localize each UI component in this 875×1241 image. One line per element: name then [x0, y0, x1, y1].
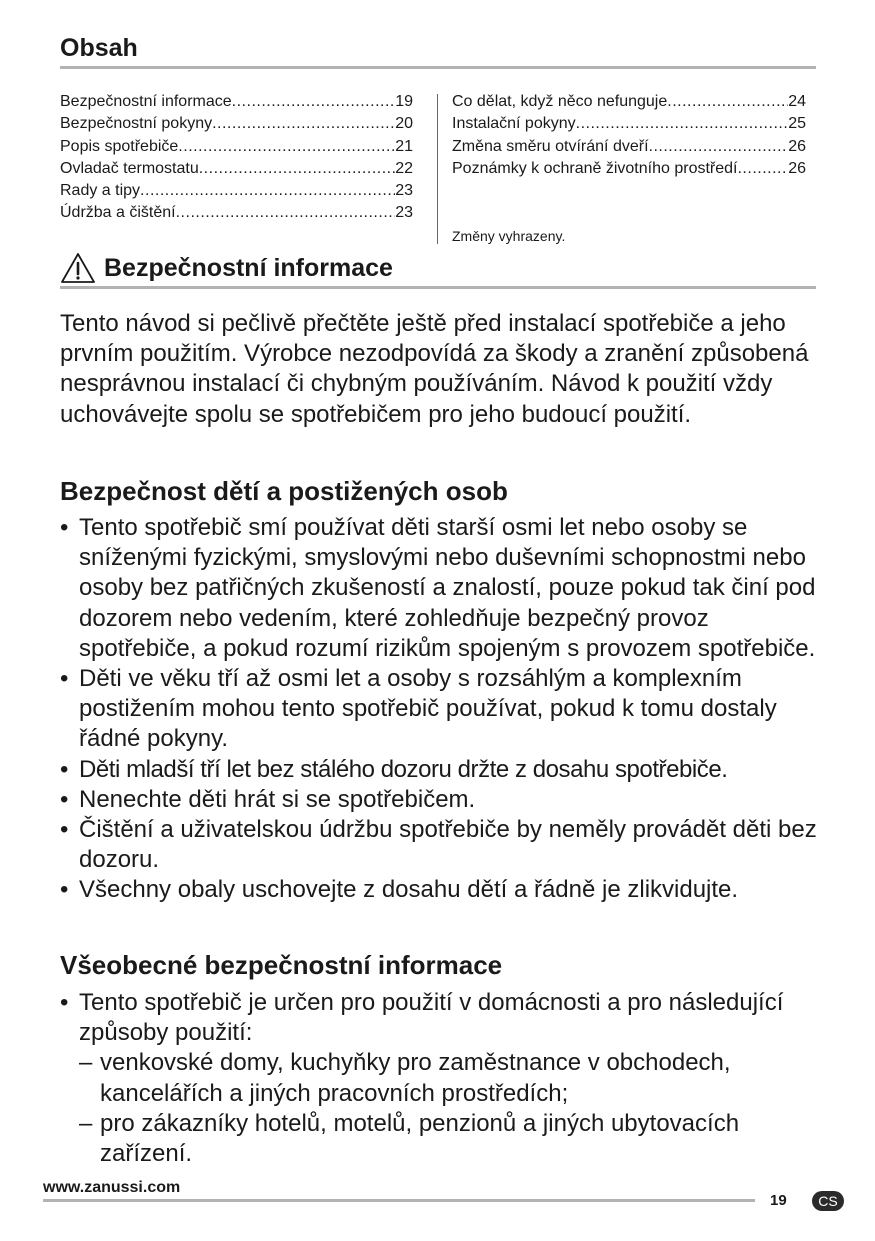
contents-heading: Obsah [60, 34, 138, 62]
column-divider [437, 94, 438, 244]
toc-entry[interactable]: Ovladač termostatu ..... 22 [60, 158, 413, 180]
list-item: • Čištění a uživatelskou údržbu spotřebiče by neměly provádět děti bez dozoru. [60, 815, 820, 875]
page-number: 19 [770, 1192, 787, 1209]
list-item: • Nenechte děti hrát si se spotřebičem. [60, 785, 820, 815]
safety-rule [60, 286, 816, 289]
intro-paragraph: Tento návod si pečlivě přečtěte ještě před instalací spotřebiče a jeho prvním použitím. Výrobce nezodpovídá za škody a zranění způsobená nesprávnou instalací či chybným používáním. Návod k použití vždy uchovávejte spolu se spotřebičem pro jeho budoucí použití. [60, 310, 809, 428]
list-item: • Děti mladší tří let bez stálého dozoru držte z dosahu spotřebiče. [60, 755, 820, 785]
toc-left [60, 91, 413, 225]
footer-rule [43, 1199, 755, 1202]
toc-entry[interactable]: Popis spotřebiče ..... 21 [60, 136, 413, 158]
list-item: • Tento spotřebič smí používat děti starší osmi let nebo osoby se sníženými fyzickými, smyslovými nebo duševními schopnostmi nebo osoby bez patřičných zkušeností a znalostí, pouze pokud tak činí pod dozorem nebo vedením, které zohledňuje bezpečný provoz spotřebiče, a pokud rozumí rizikům spojeným s provozem spotřebiče. [60, 513, 820, 664]
list-item-text: Tento spotřebič je určen pro použití v domácnosti a pro následující způsoby použití: [79, 989, 784, 1047]
list-item [60, 988, 820, 1169]
toc-entry[interactable]: Bezpečnostní pokyny ..... 20 [60, 113, 413, 135]
safety-heading-text: Bezpečnostní informace [104, 253, 393, 282]
toc-entry[interactable]: Údržba a čištění ..... 23 [60, 202, 413, 224]
contents-rule [60, 66, 816, 69]
list-item: • Děti ve věku tří až osmi let a osoby s rozsáhlým a komplexním postižením mohou tento spotřebič používat, pokud k tomu dostaly řádné pokyny. [60, 664, 820, 755]
toc-entry[interactable]: Změna směru otvírání dveří ..... 26 [452, 136, 806, 158]
safety-heading [60, 252, 393, 284]
warning-icon [60, 252, 96, 284]
children-safety-heading: Bezpečnost dětí a postižených osob [60, 476, 508, 506]
toc-entry[interactable]: Instalační pokyny ..... 25 [452, 113, 806, 135]
children-safety-list [60, 513, 820, 906]
usage-sublist [79, 1048, 820, 1169]
changes-reserved-note: Změny vyhrazeny. [452, 228, 566, 244]
language-badge: CS [812, 1191, 844, 1211]
toc-entry[interactable]: Poznámky k ochraně životního prostředí ..... 26 [452, 158, 806, 180]
sublist-item: – pro zákazníky hotelů, motelů, penzionů a jiných ubytovacích zařízení. [79, 1109, 820, 1169]
toc-right [452, 91, 806, 180]
sublist-item: – venkovské domy, kuchyňky pro zaměstnance v obchodech, kancelářích a jiných pracovních prostředích; [79, 1048, 820, 1108]
toc-entry[interactable]: Rady a tipy ..... 23 [60, 180, 413, 202]
list-item: • Všechny obaly uschovejte z dosahu dětí a řádně je zlikvidujte. [60, 875, 820, 905]
toc-entry[interactable]: Bezpečnostní informace ..... 19 [60, 91, 413, 113]
footer-url[interactable]: www.zanussi.com [43, 1179, 181, 1196]
general-safety-list [60, 988, 820, 1169]
general-safety-heading: Všeobecné bezpečnostní informace [60, 950, 503, 980]
toc-entry[interactable]: Co dělat, když něco nefunguje ..... 24 [452, 91, 806, 113]
